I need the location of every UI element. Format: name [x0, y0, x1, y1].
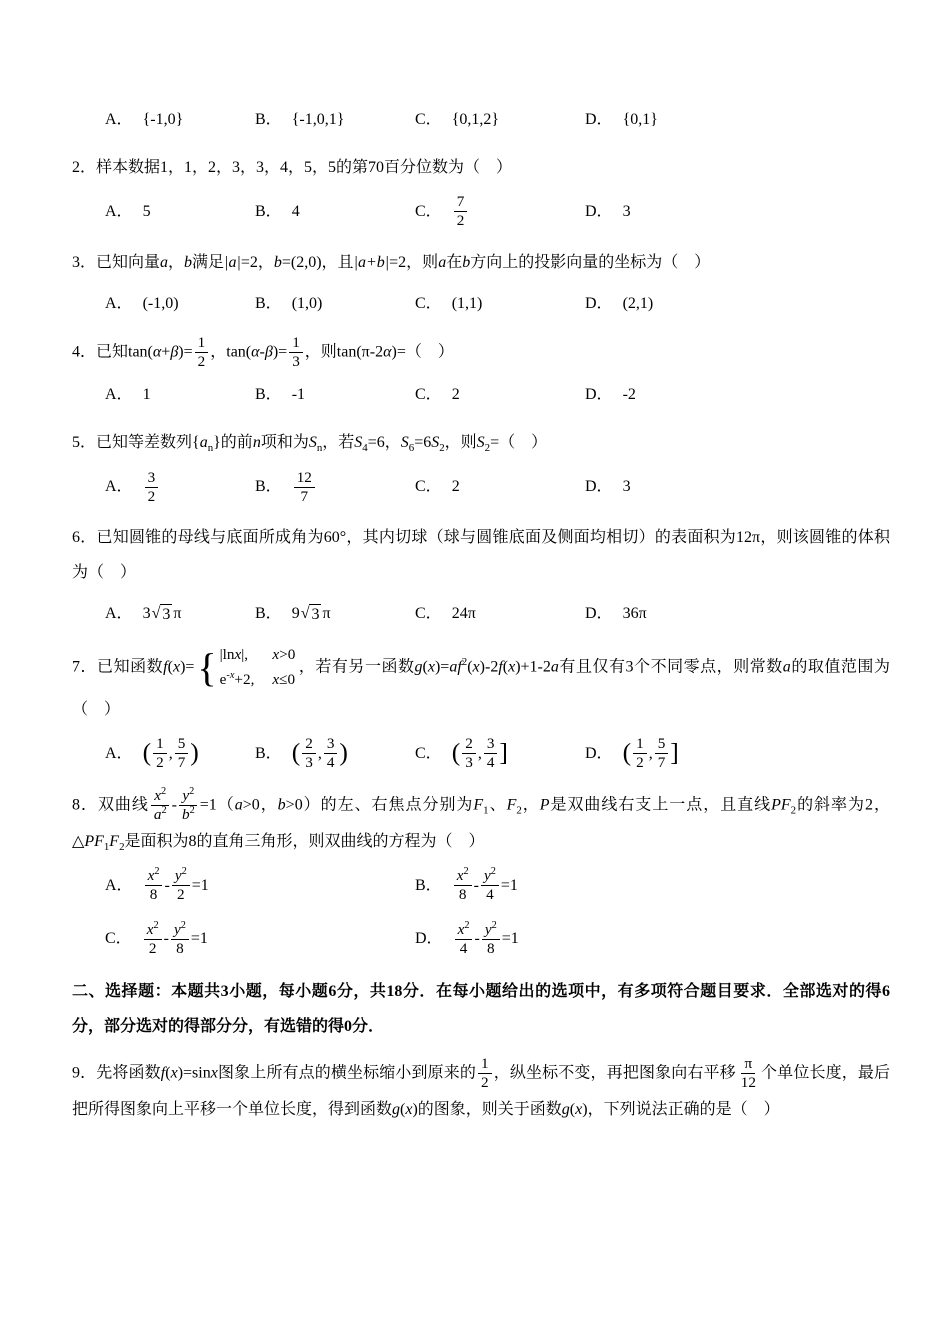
option [105, 867, 415, 904]
option-value: ( $\frac{2}{3}$ , $\frac{3}{4}$ ) [291, 735, 348, 772]
option-value: $\frac{x^2}{8}$ - $\frac{y^2}{4}$ =1 [452, 877, 518, 894]
option [255, 196, 415, 228]
question-9-stem: 9．先将函数f(x)=sinx图象上所有点的横坐标缩小到原来的 $\frac{1}{2}$ ，纵坐标不变，再把图象向右平移 $\frac{\pi}{12}$ 个单位长度，最后把所得图象向上平移一个单位长度，得到函数g(x)的图象，则关于函数g(x)，下列说法正确的是（ ） [72, 1054, 890, 1119]
option-value: $\frac{7}{2}$ [452, 203, 470, 220]
option-value: 5 [142, 202, 151, 220]
question-3-options [72, 288, 890, 320]
option-value: $\frac{x^2}{4}$ - $\frac{y^2}{8}$ =1 [453, 930, 519, 947]
option [415, 471, 585, 503]
option [105, 288, 255, 320]
option-label: C． [415, 605, 442, 623]
option [255, 288, 415, 320]
option-value: $\frac{12}{7}$ [292, 478, 317, 495]
option [415, 735, 585, 772]
option-label: D． [415, 930, 443, 948]
question-2 [72, 150, 890, 231]
option-value: ( $\frac{1}{2}$ , $\frac{5}{7}$ ] [622, 735, 679, 772]
option [585, 288, 890, 320]
option [105, 469, 255, 506]
option-label: A． [105, 876, 133, 894]
question-8-options [72, 867, 890, 958]
option [415, 193, 585, 230]
option-value: 2 [451, 478, 460, 496]
question-6-options [72, 598, 890, 630]
option-label: A． [105, 202, 133, 220]
option-value: {-1,0} [142, 111, 184, 128]
option-label: B． [255, 202, 282, 220]
option-label: A． [105, 386, 133, 404]
option-value: 9 √ 3 π [291, 605, 331, 624]
question-5 [72, 425, 890, 506]
option [585, 104, 890, 136]
option [415, 598, 585, 630]
option [585, 598, 890, 630]
option-value: -1 [291, 386, 306, 404]
option-value: $\frac{3}{2}$ [143, 478, 161, 495]
option-label: D． [585, 202, 613, 220]
question-8 [72, 787, 890, 959]
option-value: (2,1) [622, 294, 654, 312]
question-2-options [72, 193, 890, 230]
option-label: A． [105, 477, 133, 495]
option [255, 735, 415, 772]
question-5-stem: 5．已知等差数列$\{a_n\}$的前n项和为$S_n$，若$S_4=6$，$S_6=6S_2$，则$S_2=$（ ） [72, 434, 548, 455]
option-label: A． [105, 605, 133, 623]
question-6 [72, 520, 890, 630]
option [105, 379, 255, 411]
option [105, 104, 255, 136]
option-value: ( $\frac{1}{2}$ , $\frac{5}{7}$ ) [142, 735, 199, 772]
option [585, 379, 890, 411]
option [415, 379, 585, 411]
question-1-options [72, 104, 890, 136]
option-label: C． [415, 294, 442, 312]
option-value: (-1,0) [142, 294, 179, 312]
option-label: C． [415, 111, 442, 128]
option-label: B． [255, 477, 282, 495]
question-7-options [72, 735, 890, 772]
option-value: 4 [291, 202, 300, 220]
question-3 [72, 245, 890, 320]
option-value: 2 [451, 386, 460, 404]
option-label: D． [585, 605, 613, 623]
option-value: 36π [622, 605, 647, 623]
option-value: 3 [622, 202, 631, 220]
option-label: A． [105, 744, 133, 762]
option-label: C． [105, 930, 132, 948]
option-label: D． [585, 294, 613, 312]
section-2-header: 二、选择题：本题共3小题，每小题6分，共18分．在每小题给出的选项中，有多项符合题目要求．全部选对的得6分，部分选对的得部分分，有选错的得0分． [72, 983, 890, 1036]
option-label: B． [415, 876, 442, 894]
option-value: (1,0) [291, 294, 323, 312]
option [415, 867, 890, 904]
option-label: A． [105, 294, 133, 312]
option [105, 735, 255, 772]
option [585, 471, 890, 503]
question-4-options [72, 379, 890, 411]
option-label: D． [585, 744, 613, 762]
option-value: {0,1,2} [451, 111, 500, 128]
option [255, 104, 415, 136]
option-value: 3 √ 3 π [142, 605, 182, 624]
option-label: B． [255, 744, 282, 762]
option-label: B． [255, 111, 282, 128]
question-4 [72, 334, 890, 411]
option-value: $\frac{x^2}{2}$ - $\frac{y^2}{8}$ =1 [142, 930, 208, 947]
option [255, 469, 415, 506]
option-value: 3 [622, 478, 631, 496]
option [255, 598, 415, 630]
option-value: {-1,0,1} [291, 111, 345, 128]
question-9 [72, 1055, 890, 1128]
question-7 [72, 644, 890, 772]
option-value: (1,1) [451, 294, 483, 312]
option [585, 735, 890, 772]
option-label: C． [415, 202, 442, 220]
option [415, 288, 585, 320]
question-2-stem: 2．样本数据1，1，2，3，3，4，5，5的第70百分位数为（ ） [72, 159, 513, 176]
question-6-stem: 6．已知圆锥的母线与底面所成角为60°，其内切球（球与圆锥底面及侧面均相切）的表面积为12π，则该圆锥的体积为（ ） [72, 528, 890, 582]
option-label: B． [255, 605, 282, 623]
option-label: D． [585, 111, 613, 128]
question-8-stem: 8．双曲线 $\frac{x^2}{a^2}$ - $\frac{y^2}{b^2}$ =1（a>0，b>0）的左、右焦点分别为$F_1$、$F_2$，P是双曲线右支上一点，且直线$PF_2$的斜率为2，$\triangle PF_1F_2$是面积为8的直角三角形，则双曲线的方程为（ ） [72, 785, 890, 854]
option-value: 1 [142, 386, 151, 404]
option-label: C． [415, 386, 442, 404]
question-1 [72, 104, 890, 136]
question-3-stem: 3．已知向量a，b满足|a|=2，b=(2,0)，且|a+b|=2，则a在b方向上的投影向量的坐标为（ ） [72, 253, 711, 271]
option-label: B． [255, 294, 282, 312]
question-7-stem: 7．已知函数f(x)= { |lnx|, x>0 $e^{-x}+2$, x≤0 ，若有另一函数$g(x)=af^2(x)-2f(x)+1-2a$有且仅有3个不同零点，则常数a的取值范围为（ ） [72, 645, 890, 718]
option-label: C． [415, 744, 442, 762]
option [255, 379, 415, 411]
option [105, 921, 415, 958]
option-label: B． [255, 386, 282, 404]
option [415, 104, 585, 136]
option-value: {0,1} [622, 111, 658, 128]
option-value: $\frac{x^2}{8}$ - $\frac{y^2}{2}$ =1 [143, 877, 209, 894]
option-label: A． [105, 111, 133, 128]
question-4-stem: 4．已知tan(α+β)= $\frac{1}{2}$ ，tan(α-β)= $\frac{1}{3}$ ，则tan(π-2α)=（ ） [72, 333, 454, 371]
option-value: 24π [451, 605, 476, 623]
option-value: ( $\frac{2}{3}$ , $\frac{3}{4}$ ] [451, 735, 508, 772]
question-5-options [72, 469, 890, 506]
option-value: -2 [622, 386, 636, 404]
option-label: D． [585, 478, 613, 496]
option-label: C． [415, 478, 442, 496]
option [415, 921, 890, 958]
option [105, 598, 255, 630]
option-label: D． [585, 386, 613, 404]
option [585, 196, 890, 228]
option [105, 196, 255, 228]
